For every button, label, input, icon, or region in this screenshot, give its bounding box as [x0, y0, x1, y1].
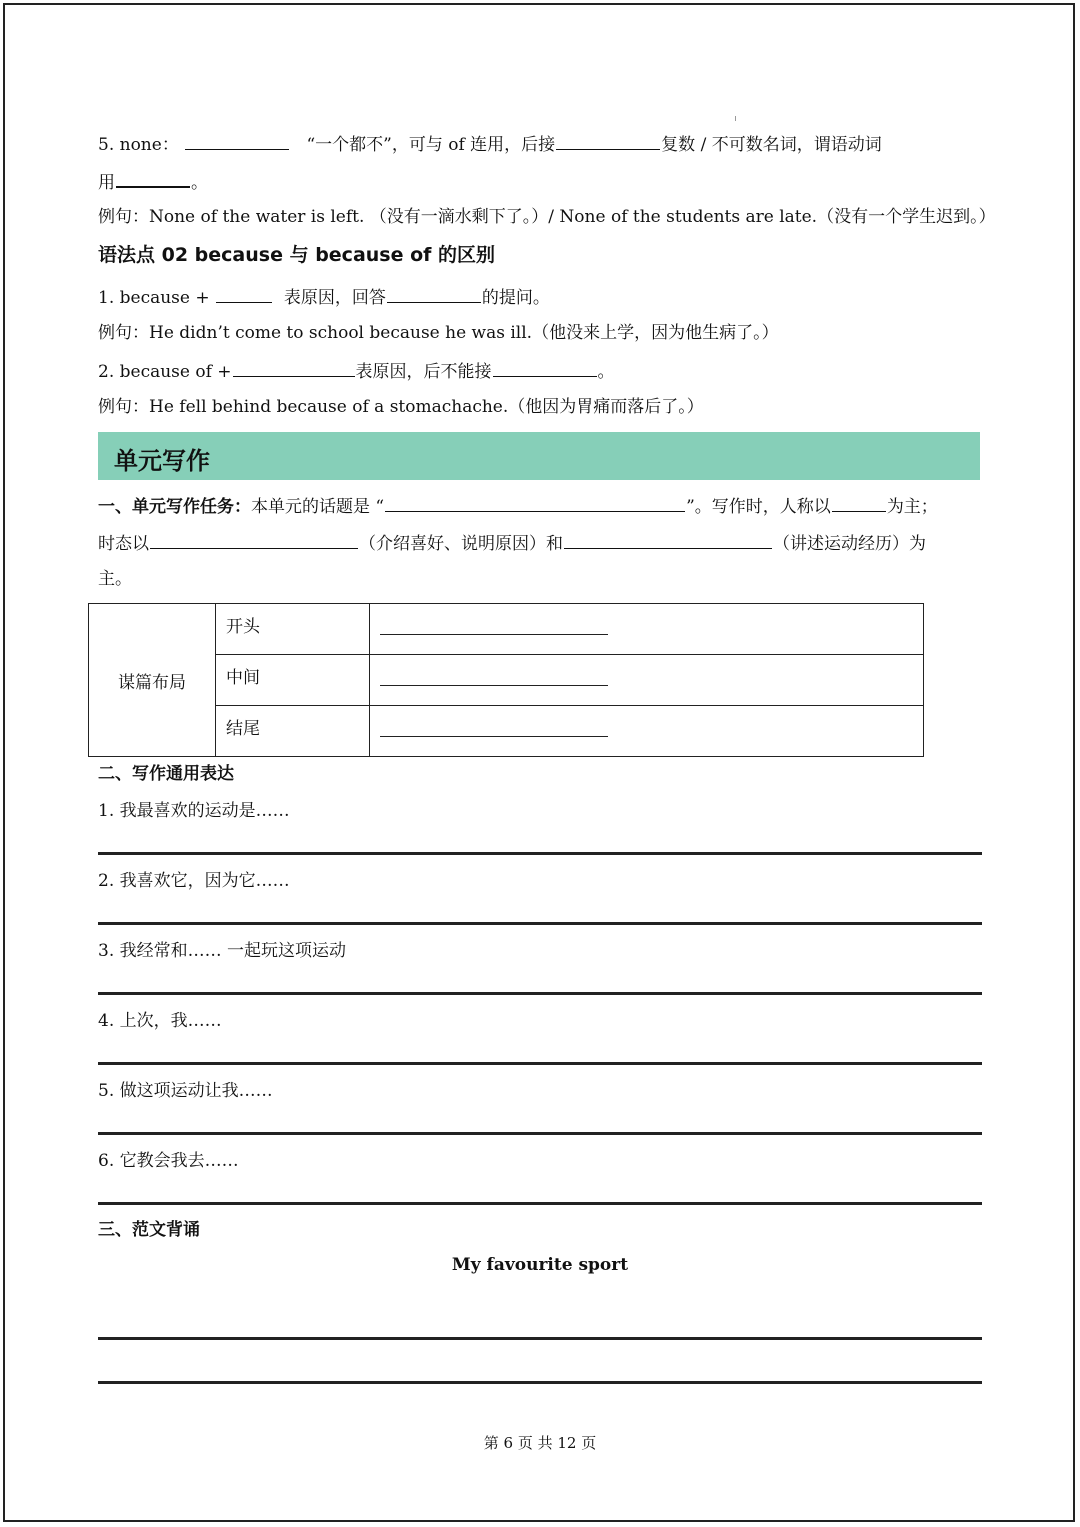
expression-item: 1. 我最喜欢的运动是…… — [98, 801, 290, 821]
item1-blank-1[interactable] — [216, 284, 272, 303]
tense-blank-1[interactable] — [150, 530, 358, 549]
writing-task-line-3: 主。 — [98, 569, 132, 589]
item1-label: 1. because + — [98, 288, 210, 308]
topic-blank[interactable] — [385, 493, 685, 512]
answer-line[interactable] — [98, 1132, 982, 1135]
answer-line[interactable] — [98, 992, 982, 995]
example-5: 例句：None of the water is left. （没有一滴水剩下了。）/ None of the students are late.（没有一个学生迟到。） — [98, 207, 996, 227]
item2-label: 2. because of + — [98, 362, 232, 382]
task-text-a: 本单元的话题是 “ — [251, 497, 385, 517]
item2-blank-2[interactable] — [493, 358, 597, 377]
item2-end: 。 — [597, 362, 615, 382]
plan-part-end: 结尾 — [216, 706, 370, 757]
task-text-d: 时态以 — [98, 534, 149, 554]
writing-task-line-1 — [98, 493, 938, 519]
expressions-heading: 二、写作通用表达 — [98, 764, 234, 784]
expression-item: 6. 它教会我去…… — [98, 1151, 239, 1171]
grammar-02-heading: 语法点 02 because 与 because of 的区别 — [98, 244, 496, 266]
expression-item: 2. 我喜欢它，因为它…… — [98, 871, 290, 891]
item5-text-2: 复数 / 不可数名词，谓语动词 — [661, 135, 882, 155]
model-essay-title: My favourite sport — [451, 1255, 629, 1275]
item1-text: 表原因，回答 — [283, 288, 386, 308]
plan-fill-start[interactable] — [370, 604, 924, 655]
plan-fill-end[interactable] — [370, 706, 924, 757]
item5-text: “一个都不”，可与 of 连用，后接 — [306, 135, 556, 155]
task-text-f: （讲述运动经历）为 — [773, 534, 926, 554]
task-text-c: 为主； — [886, 497, 938, 517]
plan-fill-middle[interactable] — [370, 655, 924, 706]
person-blank[interactable] — [832, 493, 886, 512]
grammar-02-item-2 — [98, 358, 615, 384]
item5-end: 。 — [191, 173, 208, 193]
table-row — [89, 604, 924, 655]
task-text-e: （介绍喜好、说明原因）和 — [359, 534, 563, 554]
tense-blank-2[interactable] — [564, 530, 772, 549]
expression-item: 5. 做这项运动让我…… — [98, 1081, 273, 1101]
layout-plan-table — [88, 603, 924, 757]
item2-text: 表原因，后不能接 — [355, 362, 492, 382]
answer-line[interactable] — [98, 1202, 982, 1205]
task-text-b: ”。写作时，人称以 — [686, 497, 831, 517]
example-1: 例句：He didn’t come to school because he was ill.（他没来上学，因为他生病了。） — [98, 323, 779, 343]
plan-part-middle: 中间 — [216, 655, 370, 706]
section-title: 单元写作 — [114, 447, 210, 475]
plan-head: 谋篇布局 — [89, 604, 216, 757]
grammar-item-5 — [98, 131, 882, 157]
item5-blank-1[interactable] — [185, 131, 289, 150]
answer-line[interactable] — [98, 1062, 982, 1065]
item5-use-text: 用 — [98, 173, 115, 193]
answer-line[interactable] — [98, 922, 982, 925]
grammar-item-5-cont — [98, 168, 208, 195]
item5-blank-3[interactable] — [116, 168, 190, 188]
writing-task-line-2 — [98, 530, 926, 556]
item1-text-2: 的提问。 — [481, 288, 550, 308]
page-number: 第 6 页 共 12 页 — [483, 1434, 597, 1452]
task-label: 一、单元写作任务： — [98, 497, 251, 517]
example-2: 例句：He fell behind because of a stomachache.（他因为胃痛而落后了。） — [98, 397, 704, 417]
answer-line[interactable] — [98, 1381, 982, 1384]
answer-line[interactable] — [98, 1337, 982, 1340]
answer-line[interactable] — [98, 852, 982, 855]
expression-item: 4. 上次，我…… — [98, 1011, 222, 1031]
item1-blank-2[interactable] — [387, 284, 481, 303]
expression-item: 3. 我经常和…… 一起玩这项运动 — [98, 941, 347, 961]
item2-blank-1[interactable] — [233, 358, 355, 377]
section-banner — [98, 432, 980, 480]
plan-part-start: 开头 — [216, 604, 370, 655]
recital-heading: 三、范文背诵 — [98, 1220, 200, 1240]
item5-blank-2[interactable] — [556, 131, 660, 150]
item5-label: 5. none： — [98, 135, 179, 155]
stray-mark — [735, 116, 736, 121]
grammar-02-item-1 — [98, 284, 550, 310]
